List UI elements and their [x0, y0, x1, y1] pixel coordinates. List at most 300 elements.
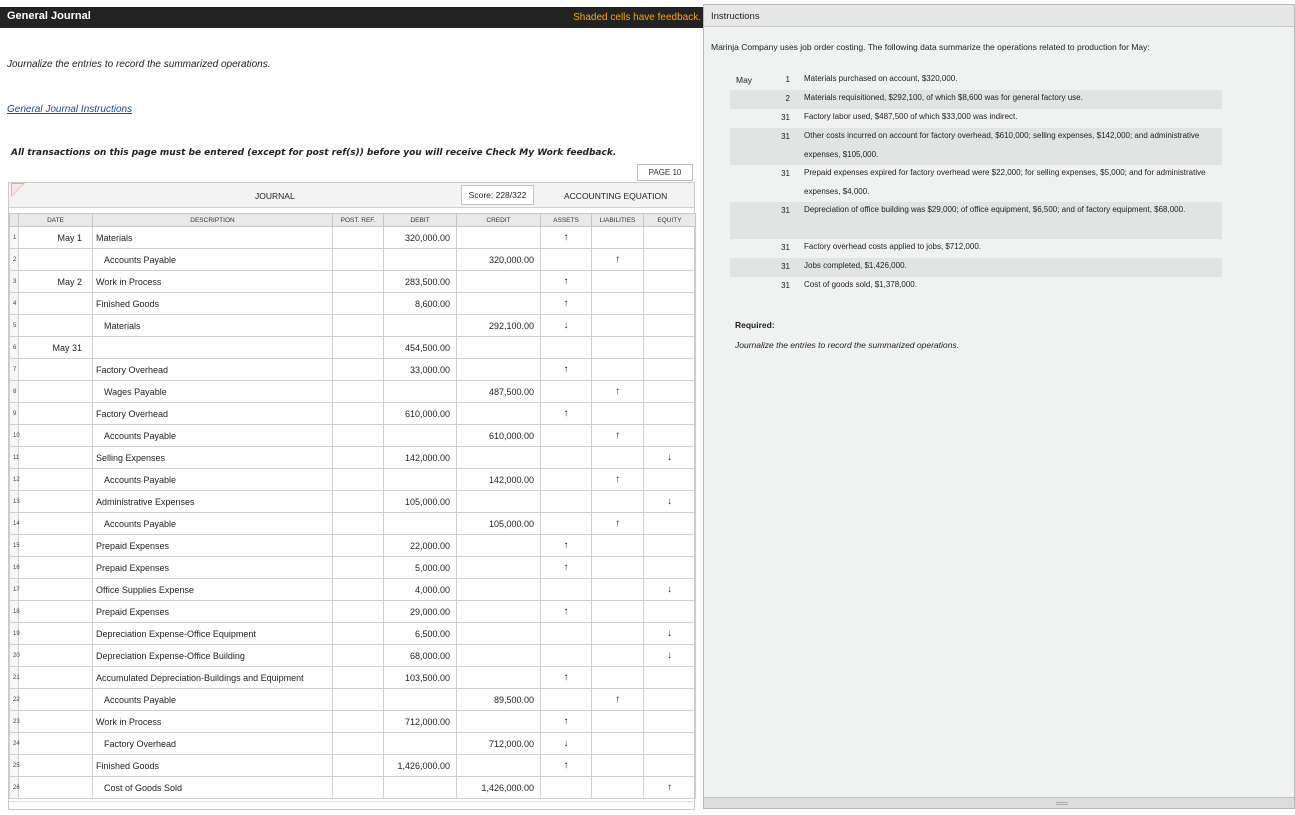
credit-cell[interactable] — [457, 667, 541, 689]
date-cell[interactable] — [19, 601, 93, 623]
operation-item — [730, 202, 1222, 239]
assets-cell[interactable] — [541, 579, 592, 601]
date-cell[interactable] — [19, 359, 93, 381]
credit-cell[interactable]: 105,000.00 — [457, 513, 541, 535]
operation-day: 31 — [781, 206, 790, 215]
credit-cell[interactable] — [457, 359, 541, 381]
description-cell[interactable]: Accounts Payable — [93, 513, 333, 535]
debit-cell[interactable] — [384, 469, 457, 491]
liabilities-cell[interactable] — [592, 447, 644, 469]
row-number: 3 — [10, 271, 19, 293]
assets-cell[interactable]: ↑ — [541, 271, 592, 293]
liabilities-cell[interactable] — [592, 579, 644, 601]
description-cell[interactable] — [93, 337, 333, 359]
credit-cell[interactable]: 487,500.00 — [457, 381, 541, 403]
journal-row — [10, 535, 696, 557]
post-ref-cell[interactable] — [333, 469, 384, 491]
date-cell[interactable] — [19, 557, 93, 579]
journal-row — [10, 755, 696, 777]
assets-cell[interactable]: ↑ — [541, 359, 592, 381]
equity-cell[interactable] — [644, 535, 696, 557]
journal-row — [10, 271, 696, 293]
journal-row — [10, 293, 696, 315]
description-cell[interactable]: Factory Overhead — [93, 359, 333, 381]
post-ref-cell[interactable] — [333, 271, 384, 293]
credit-cell[interactable]: 1,426,000.00 — [457, 777, 541, 799]
row-number: 14 — [10, 513, 19, 535]
journal-row — [10, 711, 696, 733]
debit-cell[interactable] — [384, 425, 457, 447]
date-cell[interactable] — [19, 491, 93, 513]
debit-cell[interactable]: 29,000.00 — [384, 601, 457, 623]
debit-cell[interactable]: 454,500.00 — [384, 337, 457, 359]
date-cell[interactable] — [19, 513, 93, 535]
debit-cell[interactable]: 5,000.00 — [384, 557, 457, 579]
description-cell[interactable]: Factory Overhead — [93, 403, 333, 425]
operation-text: Factory labor used, $487,500 of which $33,000 was indirect. — [804, 112, 1018, 121]
liabilities-cell[interactable] — [592, 315, 644, 337]
assets-cell[interactable] — [541, 337, 592, 359]
credit-cell[interactable] — [457, 557, 541, 579]
post-ref-cell[interactable] — [333, 601, 384, 623]
date-cell[interactable] — [19, 535, 93, 557]
equity-cell[interactable] — [644, 293, 696, 315]
post-ref-cell[interactable] — [333, 447, 384, 469]
post-ref-cell[interactable] — [333, 711, 384, 733]
liabilities-cell[interactable] — [592, 293, 644, 315]
required-label: Required: — [735, 320, 775, 330]
description-cell[interactable]: Materials — [93, 315, 333, 337]
post-ref-cell[interactable] — [333, 227, 384, 249]
post-ref-cell[interactable] — [333, 293, 384, 315]
required-text: Journalize the entries to record the summarized operations. — [735, 340, 959, 350]
credit-cell[interactable] — [457, 535, 541, 557]
row-number-header — [10, 214, 19, 227]
post-ref-cell[interactable] — [333, 579, 384, 601]
description-cell[interactable]: Accumulated Depreciation-Buildings and Equipment — [93, 667, 333, 689]
general-journal-instructions-link[interactable]: General Journal Instructions — [7, 104, 133, 115]
journal-row — [10, 315, 696, 337]
operation-item — [730, 258, 1222, 277]
equity-cell[interactable] — [644, 513, 696, 535]
debit-column-header: DEBIT — [384, 214, 457, 227]
description-cell[interactable]: Materials — [93, 227, 333, 249]
assets-cell[interactable]: ↑ — [541, 667, 592, 689]
description-cell[interactable]: Depreciation Expense-Office Equipment — [93, 623, 333, 645]
liabilities-cell[interactable] — [592, 403, 644, 425]
post-ref-cell[interactable] — [333, 755, 384, 777]
assets-cell[interactable] — [541, 447, 592, 469]
equity-cell[interactable] — [644, 359, 696, 381]
equity-cell[interactable] — [644, 425, 696, 447]
equity-column-header: EQUITY — [644, 214, 696, 227]
intro-text: Journalize the entries to record the summarized operations. — [7, 59, 271, 70]
row-number: 20 — [10, 645, 19, 667]
description-cell[interactable]: Prepaid Expenses — [93, 601, 333, 623]
debit-cell[interactable]: 283,500.00 — [384, 271, 457, 293]
description-cell[interactable]: Work in Process — [93, 711, 333, 733]
debit-cell[interactable]: 320,000.00 — [384, 227, 457, 249]
assets-cell[interactable]: ↑ — [541, 755, 592, 777]
liabilities-cell[interactable] — [592, 535, 644, 557]
liabilities-cell[interactable] — [592, 623, 644, 645]
credit-cell[interactable] — [457, 755, 541, 777]
liabilities-cell[interactable] — [592, 755, 644, 777]
date-cell[interactable] — [19, 293, 93, 315]
credit-cell[interactable] — [457, 491, 541, 513]
description-cell[interactable]: Depreciation Expense-Office Building — [93, 645, 333, 667]
liabilities-cell[interactable]: ↑ — [592, 381, 644, 403]
credit-cell[interactable]: 292,100.00 — [457, 315, 541, 337]
journal-panel — [8, 182, 695, 810]
operation-month: May — [736, 75, 753, 85]
debit-cell[interactable] — [384, 733, 457, 755]
assets-cell[interactable] — [541, 491, 592, 513]
post-ref-cell[interactable] — [333, 777, 384, 799]
date-cell[interactable]: May 1 — [19, 227, 93, 249]
equity-cell[interactable] — [644, 733, 696, 755]
journal-row — [10, 557, 696, 579]
credit-cell[interactable]: 89,500.00 — [457, 689, 541, 711]
liabilities-cell[interactable] — [592, 645, 644, 667]
description-cell[interactable]: Work in Process — [93, 271, 333, 293]
credit-cell[interactable]: 320,000.00 — [457, 249, 541, 271]
liabilities-cell[interactable] — [592, 359, 644, 381]
row-number: 17 — [10, 579, 19, 601]
description-cell[interactable]: Finished Goods — [93, 293, 333, 315]
assets-cell[interactable] — [541, 777, 592, 799]
assets-cell[interactable] — [541, 689, 592, 711]
date-cell[interactable] — [19, 711, 93, 733]
post-ref-cell[interactable] — [333, 315, 384, 337]
liabilities-cell[interactable]: ↑ — [592, 513, 644, 535]
assets-cell[interactable] — [541, 513, 592, 535]
date-cell[interactable] — [19, 381, 93, 403]
date-cell[interactable] — [19, 403, 93, 425]
debit-cell[interactable]: 712,000.00 — [384, 711, 457, 733]
operation-text: Cost of goods sold, $1,378,000. — [804, 280, 917, 289]
assets-cell[interactable]: ↑ — [541, 711, 592, 733]
row-number: 4 — [10, 293, 19, 315]
credit-cell[interactable] — [457, 711, 541, 733]
journal-row — [10, 447, 696, 469]
operation-text: Other costs incurred on account for factory overhead, $610,000; selling expenses, $142,000; and administrative expenses, $105,000. — [804, 131, 1200, 159]
debit-cell[interactable] — [384, 249, 457, 271]
debit-cell[interactable]: 105,000.00 — [384, 491, 457, 513]
journal-toolbar — [9, 183, 694, 208]
credit-cell[interactable] — [457, 645, 541, 667]
instructions-panel — [703, 4, 1295, 809]
debit-cell[interactable] — [384, 315, 457, 337]
operation-day: 31 — [781, 281, 790, 290]
liabilities-cell[interactable] — [592, 601, 644, 623]
post-ref-cell[interactable] — [333, 557, 384, 579]
date-cell[interactable] — [19, 249, 93, 271]
assets-column-header: ASSETS — [541, 214, 592, 227]
equity-cell[interactable] — [644, 271, 696, 293]
journal-row — [10, 579, 696, 601]
assets-cell[interactable] — [541, 249, 592, 271]
assets-cell[interactable] — [541, 425, 592, 447]
assets-cell[interactable]: ↓ — [541, 733, 592, 755]
description-cell[interactable]: Office Supplies Expense — [93, 579, 333, 601]
debit-cell[interactable]: 142,000.00 — [384, 447, 457, 469]
credit-cell[interactable]: 712,000.00 — [457, 733, 541, 755]
journal-row — [10, 667, 696, 689]
date-cell[interactable] — [19, 623, 93, 645]
credit-cell[interactable] — [457, 293, 541, 315]
debit-cell[interactable]: 22,000.00 — [384, 535, 457, 557]
journal-row — [10, 227, 696, 249]
operation-day: 31 — [781, 169, 790, 178]
assets-cell[interactable]: ↑ — [541, 557, 592, 579]
credit-cell[interactable] — [457, 271, 541, 293]
post-ref-cell[interactable] — [333, 425, 384, 447]
liabilities-cell[interactable] — [592, 557, 644, 579]
equity-cell[interactable]: ↓ — [644, 645, 696, 667]
row-number: 11 — [10, 447, 19, 469]
credit-cell[interactable] — [457, 337, 541, 359]
equity-cell[interactable] — [644, 711, 696, 733]
post-ref-cell[interactable] — [333, 689, 384, 711]
row-number: 16 — [10, 557, 19, 579]
operation-item — [730, 71, 1222, 90]
description-cell[interactable]: Wages Payable — [93, 381, 333, 403]
row-number: 1 — [10, 227, 19, 249]
debit-cell[interactable]: 610,000.00 — [384, 403, 457, 425]
journal-row — [10, 491, 696, 513]
date-cell[interactable]: May 31 — [19, 337, 93, 359]
debit-cell[interactable]: 68,000.00 — [384, 645, 457, 667]
date-cell[interactable] — [19, 755, 93, 777]
row-number: 18 — [10, 601, 19, 623]
resize-grip-icon[interactable] — [1056, 802, 1068, 805]
date-cell[interactable] — [19, 645, 93, 667]
credit-cell[interactable] — [457, 579, 541, 601]
row-number: 13 — [10, 491, 19, 513]
post-ref-cell[interactable] — [333, 359, 384, 381]
row-number: 15 — [10, 535, 19, 557]
operation-item — [730, 109, 1222, 128]
journal-row — [10, 425, 696, 447]
date-cell[interactable] — [19, 447, 93, 469]
feedback-flag-inner — [12, 184, 23, 195]
description-cell[interactable]: Cost of Goods Sold — [93, 777, 333, 799]
equity-cell[interactable] — [644, 315, 696, 337]
date-cell[interactable] — [19, 469, 93, 491]
liabilities-cell[interactable] — [592, 227, 644, 249]
journal-row — [10, 359, 696, 381]
post-ref-cell[interactable] — [333, 249, 384, 271]
credit-cell[interactable] — [457, 623, 541, 645]
assets-cell[interactable] — [541, 645, 592, 667]
post-ref-cell[interactable] — [333, 513, 384, 535]
assets-cell[interactable] — [541, 381, 592, 403]
assets-cell[interactable]: ↑ — [541, 293, 592, 315]
instructions-header — [704, 5, 1294, 27]
equity-cell[interactable] — [644, 249, 696, 271]
debit-cell[interactable] — [384, 777, 457, 799]
operation-text: Jobs completed, $1,426,000. — [804, 261, 907, 270]
date-cell[interactable] — [19, 667, 93, 689]
description-cell[interactable]: Finished Goods — [93, 755, 333, 777]
liabilities-cell[interactable] — [592, 491, 644, 513]
row-number: 5 — [10, 315, 19, 337]
date-cell[interactable] — [19, 689, 93, 711]
liabilities-cell[interactable]: ↑ — [592, 469, 644, 491]
operation-item — [730, 277, 1222, 296]
date-cell[interactable] — [19, 777, 93, 799]
row-number: 10 — [10, 425, 19, 447]
description-cell[interactable]: Selling Expenses — [93, 447, 333, 469]
journal-row — [10, 689, 696, 711]
journal-row — [10, 249, 696, 271]
post-ref-cell[interactable] — [333, 403, 384, 425]
operation-text: Depreciation of office building was $29,000; of office equipment, $6,500; and of factory equipment, $68,000. — [804, 205, 1186, 214]
operation-day: 31 — [781, 132, 790, 141]
equity-cell[interactable]: ↓ — [644, 447, 696, 469]
row-number: 22 — [10, 689, 19, 711]
description-cell[interactable]: Accounts Payable — [93, 689, 333, 711]
equity-cell[interactable] — [644, 667, 696, 689]
row-number: 2 — [10, 249, 19, 271]
row-number: 25 — [10, 755, 19, 777]
date-cell[interactable] — [19, 425, 93, 447]
assets-cell[interactable] — [541, 469, 592, 491]
debit-cell[interactable] — [384, 689, 457, 711]
page-title: General Journal — [7, 10, 91, 22]
assets-cell[interactable]: ↓ — [541, 315, 592, 337]
liabilities-cell[interactable] — [592, 711, 644, 733]
debit-cell[interactable]: 103,500.00 — [384, 667, 457, 689]
liabilities-cell[interactable]: ↑ — [592, 425, 644, 447]
instructions-title: Instructions — [711, 11, 760, 22]
description-cell[interactable]: Accounts Payable — [93, 469, 333, 491]
liabilities-cell[interactable] — [592, 733, 644, 755]
journal-row — [10, 777, 696, 799]
post-ref-column-header: POST. REF. — [333, 214, 384, 227]
operation-day: 31 — [781, 243, 790, 252]
assets-cell[interactable] — [541, 623, 592, 645]
page-label: PAGE 10 — [637, 164, 693, 181]
journal-row — [10, 623, 696, 645]
equity-cell[interactable]: ↓ — [644, 491, 696, 513]
date-cell[interactable] — [19, 733, 93, 755]
row-number: 19 — [10, 623, 19, 645]
equity-cell[interactable] — [644, 337, 696, 359]
equity-cell[interactable]: ↑ — [644, 777, 696, 799]
journal-row — [10, 645, 696, 667]
equity-cell[interactable] — [644, 557, 696, 579]
debit-cell[interactable]: 1,426,000.00 — [384, 755, 457, 777]
liabilities-cell[interactable] — [592, 667, 644, 689]
assets-cell[interactable]: ↑ — [541, 535, 592, 557]
post-ref-cell[interactable] — [333, 491, 384, 513]
date-cell[interactable] — [19, 579, 93, 601]
row-number: 12 — [10, 469, 19, 491]
check-work-notice: All transactions on this page must be entered (except for post ref(s)) before you will receive Check My Work feedback. — [11, 148, 617, 158]
assets-cell[interactable]: ↑ — [541, 403, 592, 425]
row-number: 8 — [10, 381, 19, 403]
date-cell[interactable] — [19, 315, 93, 337]
date-cell[interactable]: May 2 — [19, 271, 93, 293]
equity-cell[interactable] — [644, 689, 696, 711]
equity-cell[interactable] — [644, 755, 696, 777]
debit-cell[interactable]: 33,000.00 — [384, 359, 457, 381]
equity-cell[interactable] — [644, 469, 696, 491]
post-ref-cell[interactable] — [333, 337, 384, 359]
equity-cell[interactable] — [644, 403, 696, 425]
operation-day: 31 — [781, 262, 790, 271]
credit-cell[interactable] — [457, 403, 541, 425]
equity-cell[interactable] — [644, 227, 696, 249]
operation-text: Materials requisitioned, $292,100, of which $8,600 was for general factory use. — [804, 93, 1083, 102]
row-number: 26 — [10, 777, 19, 799]
liabilities-cell[interactable]: ↑ — [592, 689, 644, 711]
equity-cell[interactable] — [644, 601, 696, 623]
journal-row — [10, 381, 696, 403]
operation-text: Prepaid expenses expired for factory overhead were $22,000; for selling expenses, $5,000; and for administrative expenses, $4,000. — [804, 168, 1206, 196]
post-ref-cell[interactable] — [333, 623, 384, 645]
description-column-header: DESCRIPTION — [93, 214, 333, 227]
description-cell[interactable]: Prepaid Expenses — [93, 535, 333, 557]
liabilities-cell[interactable] — [592, 337, 644, 359]
operation-day: 1 — [785, 75, 790, 84]
credit-cell[interactable] — [457, 227, 541, 249]
instructions-resize-bar[interactable] — [704, 797, 1294, 808]
operations-list — [730, 71, 1222, 296]
operation-item — [730, 90, 1222, 109]
post-ref-cell[interactable] — [333, 381, 384, 403]
feedback-note: Shaded cells have feedback. — [573, 12, 701, 23]
description-cell[interactable]: Accounts Payable — [93, 425, 333, 447]
operation-text: Factory overhead costs applied to jobs, $712,000. — [804, 242, 981, 251]
assets-cell[interactable]: ↑ — [541, 601, 592, 623]
journal-footer — [9, 801, 694, 810]
credit-cell[interactable]: 142,000.00 — [457, 469, 541, 491]
post-ref-cell[interactable] — [333, 645, 384, 667]
post-ref-cell[interactable] — [333, 733, 384, 755]
debit-cell[interactable]: 4,000.00 — [384, 579, 457, 601]
credit-cell[interactable]: 610,000.00 — [457, 425, 541, 447]
journal-row — [10, 469, 696, 491]
date-column-header: DATE — [19, 214, 93, 227]
description-cell[interactable]: Administrative Expenses — [93, 491, 333, 513]
equity-cell[interactable] — [644, 381, 696, 403]
assets-cell[interactable]: ↑ — [541, 227, 592, 249]
row-number: 23 — [10, 711, 19, 733]
operation-item — [730, 128, 1222, 165]
description-cell[interactable]: Accounts Payable — [93, 249, 333, 271]
credit-cell[interactable] — [457, 601, 541, 623]
debit-cell[interactable] — [384, 513, 457, 535]
liabilities-cell[interactable]: ↑ — [592, 249, 644, 271]
liabilities-cell[interactable] — [592, 271, 644, 293]
post-ref-cell[interactable] — [333, 667, 384, 689]
description-cell[interactable]: Prepaid Expenses — [93, 557, 333, 579]
credit-cell[interactable] — [457, 447, 541, 469]
liabilities-cell[interactable] — [592, 777, 644, 799]
debit-cell[interactable] — [384, 381, 457, 403]
journal-row — [10, 601, 696, 623]
description-cell[interactable]: Factory Overhead — [93, 733, 333, 755]
debit-cell[interactable]: 6,500.00 — [384, 623, 457, 645]
equity-cell[interactable]: ↓ — [644, 623, 696, 645]
row-number: 7 — [10, 359, 19, 381]
equity-cell[interactable]: ↓ — [644, 579, 696, 601]
debit-cell[interactable]: 8,600.00 — [384, 293, 457, 315]
post-ref-cell[interactable] — [333, 535, 384, 557]
